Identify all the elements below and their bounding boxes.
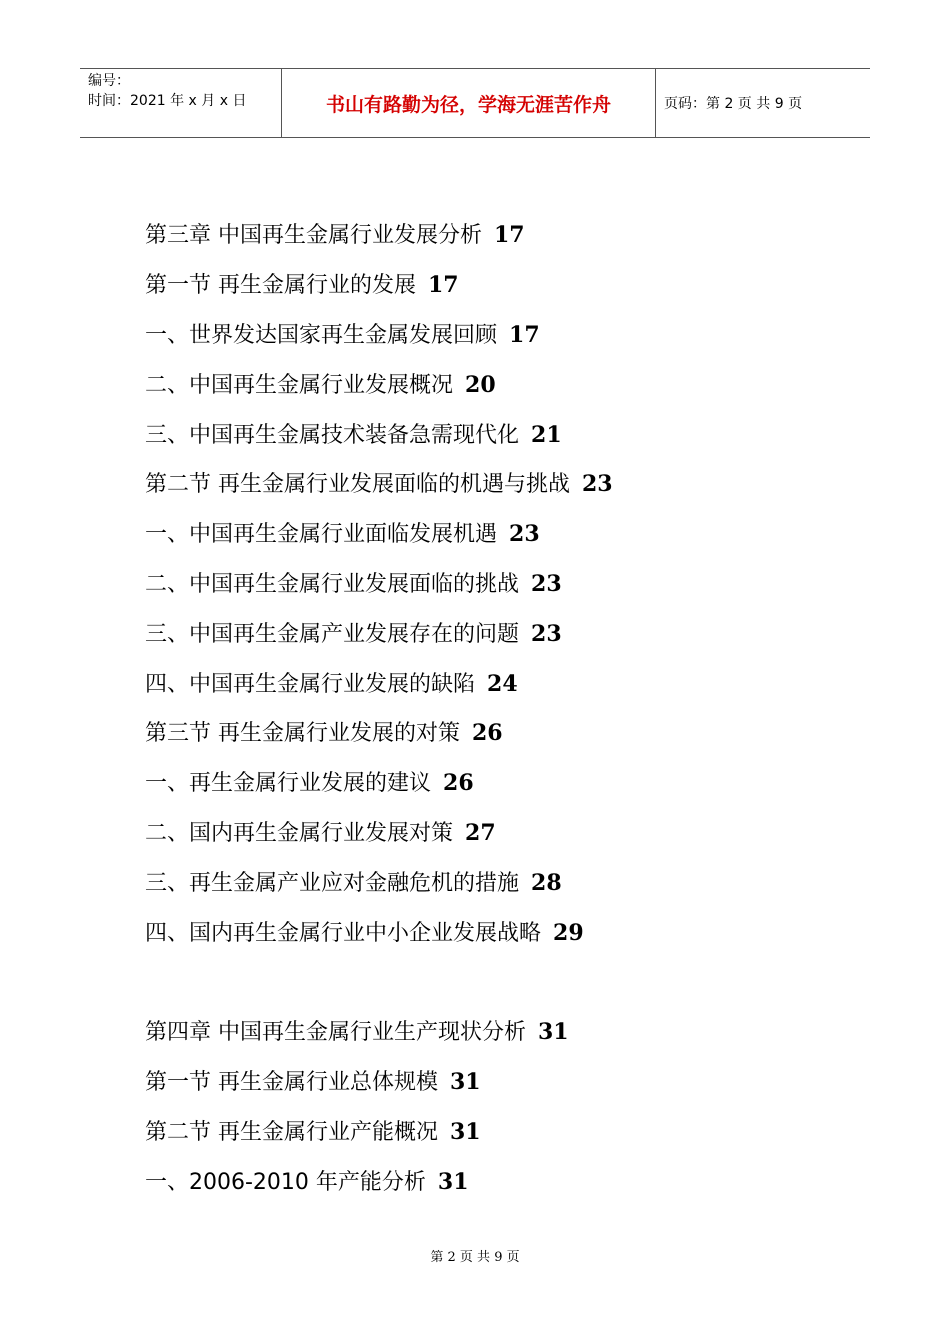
toc-entry: 第一节 再生金属行业总体规模 31 xyxy=(145,1069,481,1095)
toc-entry: 二、国内再生金属行业发展对策 27 xyxy=(145,820,496,846)
toc-entry: 第三章 中国再生金属行业发展分析 17 xyxy=(145,222,525,248)
toc-entry: 一、2006-2010 年产能分析 31 xyxy=(145,1169,469,1195)
toc-entry: 第一节 再生金属行业的发展 17 xyxy=(145,272,459,298)
toc-entry: 四、中国再生金属行业发展的缺陷 24 xyxy=(145,671,518,697)
toc-entry: 一、世界发达国家再生金属发展回顾 17 xyxy=(145,322,540,348)
header-motto-cell xyxy=(282,69,656,137)
toc-entry: 一、再生金属行业发展的建议 26 xyxy=(145,770,474,796)
toc-entry: 一、中国再生金属行业面临发展机遇 23 xyxy=(145,521,540,547)
toc-entry: 第二节 再生金属行业发展面临的机遇与挑战 23 xyxy=(145,471,613,497)
toc-entry: 三、再生金属产业应对金融危机的措施 28 xyxy=(145,870,562,896)
number-label: 编号： xyxy=(88,73,130,89)
header-meta xyxy=(80,69,282,137)
page-info: 页码：第 2 页 共 9 页 xyxy=(664,96,803,112)
toc-entry: 四、国内再生金属行业中小企业发展战略 29 xyxy=(145,920,584,946)
toc-entry: 第四章 中国再生金属行业生产现状分析 31 xyxy=(145,1019,569,1045)
document-header xyxy=(80,68,870,138)
time-label: 时间：2021 年 x 月 x 日 xyxy=(88,93,247,109)
toc-entry: 三、中国再生金属产业发展存在的问题 23 xyxy=(145,621,562,647)
toc-entry: 第二节 再生金属行业产能概况 31 xyxy=(145,1119,481,1145)
motto: 书山有路勤为径，学海无涯苦作舟 xyxy=(325,93,611,116)
page-footer: 第 2 页 共 9 页 xyxy=(430,1250,520,1265)
header-page-cell xyxy=(656,69,870,137)
toc-entry: 第三节 再生金属行业发展的对策 26 xyxy=(145,720,503,746)
toc-entry: 二、中国再生金属行业发展面临的挑战 23 xyxy=(145,571,562,597)
toc-entry: 三、中国再生金属技术装备急需现代化 21 xyxy=(145,422,562,448)
toc-entry: 二、中国再生金属行业发展概况 20 xyxy=(145,372,496,398)
